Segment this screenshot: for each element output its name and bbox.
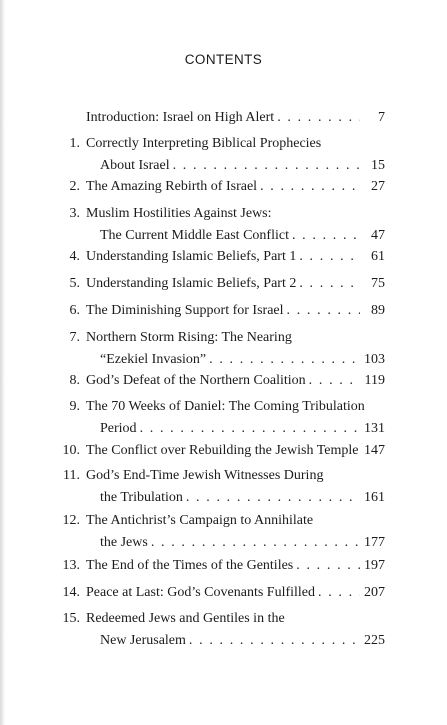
chapter-number: 1.	[69, 136, 80, 151]
toc-entry	[0, 246, 447, 268]
dot-leader	[274, 107, 360, 129]
page-number: 27	[371, 179, 385, 194]
entry-title-line	[86, 300, 360, 322]
entry-title: Muslim Hostilities Against Jews:	[86, 206, 272, 221]
entry-title: The Current Middle East Conflict	[100, 228, 289, 243]
page-number: 61	[371, 249, 385, 264]
dot-leader	[170, 155, 360, 177]
toc-entry	[0, 608, 447, 652]
entry-title: God’s Defeat of the Northern Coalition	[86, 373, 306, 388]
toc-entry	[0, 176, 447, 198]
toc-entry	[0, 440, 447, 462]
toc-entry	[0, 510, 447, 554]
page-number: 89	[371, 303, 385, 318]
chapter-number: 4.	[69, 249, 80, 264]
entry-title: The End of the Times of the Gentiles	[86, 558, 294, 573]
entry-title: God’s End-Time Jewish Witnesses During	[86, 468, 324, 483]
entry-title-line	[100, 349, 360, 371]
entry-title-line	[86, 176, 360, 198]
chapter-number: 13.	[62, 558, 80, 573]
toc-entry	[0, 327, 447, 371]
page-number: 103	[364, 352, 385, 367]
entry-title: “Ezekiel Invasion”	[100, 352, 207, 367]
dot-leader	[289, 225, 360, 247]
chapter-number: 2.	[69, 179, 80, 194]
entry-title-line	[100, 225, 360, 247]
entry-title: Redeemed Jews and Gentiles in the	[86, 611, 285, 626]
entry-title: Understanding Islamic Beliefs, Part 2	[86, 276, 297, 291]
page-number: 119	[364, 373, 385, 388]
toc-entry	[0, 273, 447, 295]
chapter-number: 3.	[69, 206, 80, 221]
dot-leader	[296, 273, 360, 295]
entry-title-line	[86, 246, 360, 268]
entry-title: About Israel	[100, 158, 170, 173]
page-number: 75	[371, 276, 385, 291]
entry-title: The Amazing Rebirth of Israel	[86, 179, 258, 194]
page-number: 147	[364, 443, 385, 458]
dot-leader	[359, 440, 361, 462]
entry-title: The Diminishing Support for Israel	[86, 303, 284, 318]
entry-title-line	[100, 155, 360, 177]
dot-leader	[284, 300, 360, 322]
dot-leader	[148, 532, 360, 554]
entry-title-line	[86, 370, 360, 392]
entry-title-line	[86, 273, 360, 295]
chapter-number: 6.	[69, 303, 80, 318]
dot-leader	[186, 630, 360, 652]
chapter-number: 8.	[69, 373, 80, 388]
chapter-number: 12.	[62, 513, 80, 528]
entry-title-line	[86, 440, 360, 462]
page-number: 47	[371, 228, 385, 243]
entry-title: Introduction: Israel on High Alert	[86, 110, 275, 125]
page-number: 225	[364, 633, 385, 648]
dot-leader	[293, 555, 360, 577]
toc-entry	[0, 300, 447, 322]
entry-title-line	[100, 418, 360, 440]
entry-title-line	[86, 582, 360, 604]
page-number: 161	[364, 490, 385, 505]
page-number: 207	[364, 585, 385, 600]
chapter-number: 11.	[63, 468, 80, 483]
entry-title: Peace at Last: God’s Covenants Fulfilled	[86, 585, 316, 600]
entry-title-line	[100, 487, 360, 509]
dot-leader	[183, 487, 360, 509]
toc-entry	[0, 582, 447, 604]
entry-title: Period	[100, 421, 137, 436]
entry-title: Northern Storm Rising: The Nearing	[86, 330, 292, 345]
contents-heading: CONTENTS	[184, 52, 263, 67]
entry-title: the Tribulation	[100, 490, 183, 505]
entry-title-line	[86, 555, 360, 577]
chapter-number: 14.	[62, 585, 80, 600]
dot-leader	[257, 176, 360, 198]
chapter-number: 7.	[69, 330, 80, 345]
page-number: 131	[364, 421, 385, 436]
toc-entry	[0, 133, 447, 177]
entry-title-line	[100, 630, 360, 652]
entry-title: The Antichrist’s Campaign to Annihilate	[86, 513, 314, 528]
entry-title: New Jerusalem	[100, 633, 186, 648]
page-number: 7	[378, 110, 385, 125]
entry-title: Correctly Interpreting Biblical Prophecies	[86, 136, 322, 151]
chapter-number: 5.	[69, 276, 80, 291]
entry-title: the Jews	[100, 535, 148, 550]
page-number: 197	[364, 558, 385, 573]
chapter-number: 9.	[69, 399, 80, 414]
toc-entry	[0, 203, 447, 247]
dot-leader	[315, 582, 360, 604]
entry-title: Understanding Islamic Beliefs, Part 1	[86, 249, 297, 264]
page-number: 15	[371, 158, 385, 173]
entry-title: The 70 Weeks of Daniel: The Coming Tribulation	[86, 399, 365, 414]
dot-leader	[137, 418, 360, 440]
chapter-number: 10.	[62, 443, 80, 458]
dot-leader	[296, 246, 360, 268]
chapter-number: 15.	[62, 611, 80, 626]
dot-leader	[306, 370, 360, 392]
toc-entry	[0, 370, 447, 392]
toc-entry	[0, 465, 447, 509]
page-number: 177	[364, 535, 385, 550]
entry-title-line	[86, 107, 360, 129]
entry-title: The Conflict over Rebuilding the Jewish Temple	[86, 443, 359, 458]
toc-entry	[0, 555, 447, 577]
toc-entry	[0, 107, 447, 129]
dot-leader	[206, 349, 360, 371]
toc-entry	[0, 396, 447, 440]
entry-title-line	[100, 532, 360, 554]
